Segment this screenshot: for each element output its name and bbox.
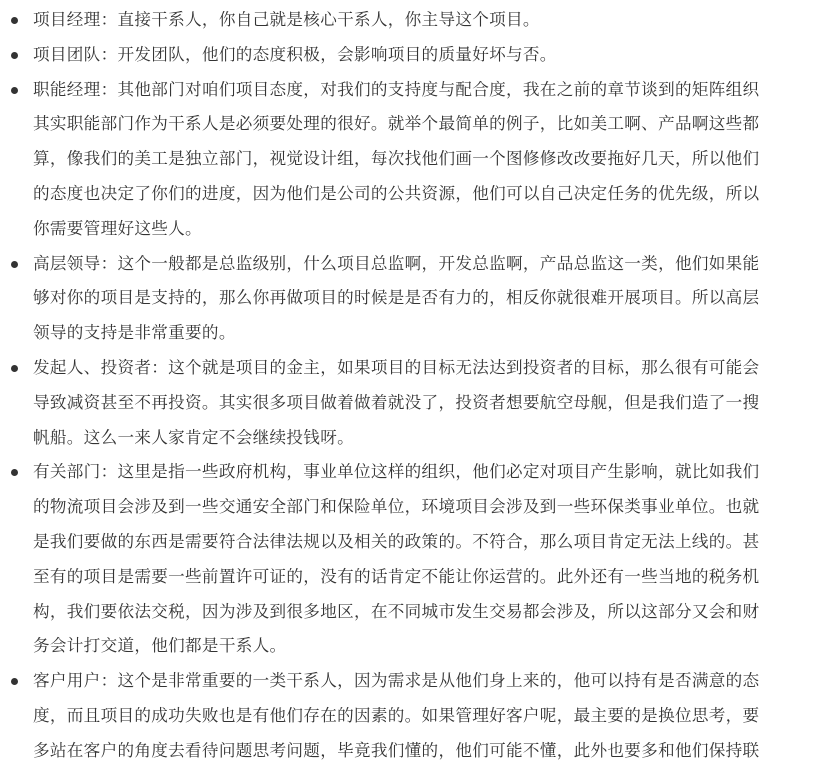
text-line: 务会计打交道，他们都是干系人。: [33, 636, 287, 656]
list-item: [0, 455, 836, 664]
text-line: 职能经理：其他部门对咱们项目态度，对我们的支持度与配合度，我在之前的章节谈到的矩阵组织: [33, 79, 760, 99]
bullet-icon: [11, 52, 18, 59]
text-line: 客户用户：这个是非常重要的一类干系人，因为需求是从他们身上来的，他可以持有是否满意的态: [33, 671, 760, 691]
text-line: 发起人、投资者：这个就是项目的金主，如果项目的目标无法达到投资者的目标，那么很有可能会: [33, 357, 760, 377]
list-item: [0, 73, 836, 247]
text-line: 导致减资甚至不再投资。其实很多项目做着做着就没了，投资者想要航空母舰，但是我们造了一搜: [33, 392, 760, 412]
bullet-icon: [11, 17, 18, 24]
text-line: 项目经理：直接干系人，你自己就是核心干系人，你主导这个项目。: [33, 10, 540, 29]
text-line: 你需要管理好这些人。: [33, 218, 202, 238]
text-line: 度，而且项目的成功失败也是有他们存在的因素的。如果管理好客户呢，最主要的是换位思考，要: [33, 705, 760, 725]
bullet-icon: [11, 87, 18, 94]
list-item: [0, 3, 836, 38]
list-item: [0, 664, 836, 768]
text-line: 至有的项目是需要一些前置许可证的，没有的话肯定不能让你运营的。此外还有一些当地的税务机: [33, 566, 760, 586]
list-item: [0, 247, 836, 351]
text-line: 的物流项目会涉及到一些交通安全部门和保险单位，环境项目会涉及到一些环保类事业单位。也就: [33, 497, 760, 517]
text-line: 其实职能部门作为干系人是必须要处理的很好。就举个最简单的例子，比如美工啊、产品啊这些都: [33, 114, 760, 134]
bullet-icon: [11, 678, 18, 685]
text-line: 高层领导：这个一般都是总监级别，什么项目总监啊，开发总监啊，产品总监这一类，他们如果能: [33, 253, 760, 273]
text-line: 构，我们要依法交税，因为涉及到很多地区，在不同城市发生交易都会涉及，所以这部分又会和财: [33, 601, 760, 621]
text-line: 是我们要做的东西是需要符合法律法规以及相关的政策的。不符合，那么项目肯定无法上线的。甚: [33, 531, 760, 551]
bullet-icon: [11, 261, 18, 268]
text-line: 有关部门：这里是指一些政府机构，事业单位这样的组织，他们必定对项目产生影响，就比如我们: [33, 462, 760, 482]
text-line: 领导的支持是非常重要的。: [33, 323, 236, 343]
bullet-icon: [11, 365, 18, 372]
text-line: 多站在客户的角度去看待问题思考问题，毕竟我们懂的，他们可能不懂，此外也要多和他们保持联: [33, 740, 760, 760]
text-line: 算，像我们的美工是独立部门，视觉设计组，每次找他们画一个图修修改改要拖好几天，所以他们: [33, 149, 760, 169]
list-item: [0, 351, 836, 455]
text-line: 帆船。这么一来人家肯定不会继续投钱呀。: [33, 427, 354, 447]
text-line: 的态度也决定了你们的进度，因为他们是公司的公共资源，他们可以自己决定任务的优先级，所以: [33, 183, 760, 203]
bullet-icon: [11, 469, 18, 476]
text-line: 项目团队：开发团队，他们的态度积极，会影响项目的质量好坏与否。: [33, 44, 557, 64]
text-line: 够对你的项目是支持的，那么你再做项目的时候是是否有力的，相反你就很难开展项目。所以高层: [33, 288, 760, 308]
list-item: [0, 38, 836, 73]
